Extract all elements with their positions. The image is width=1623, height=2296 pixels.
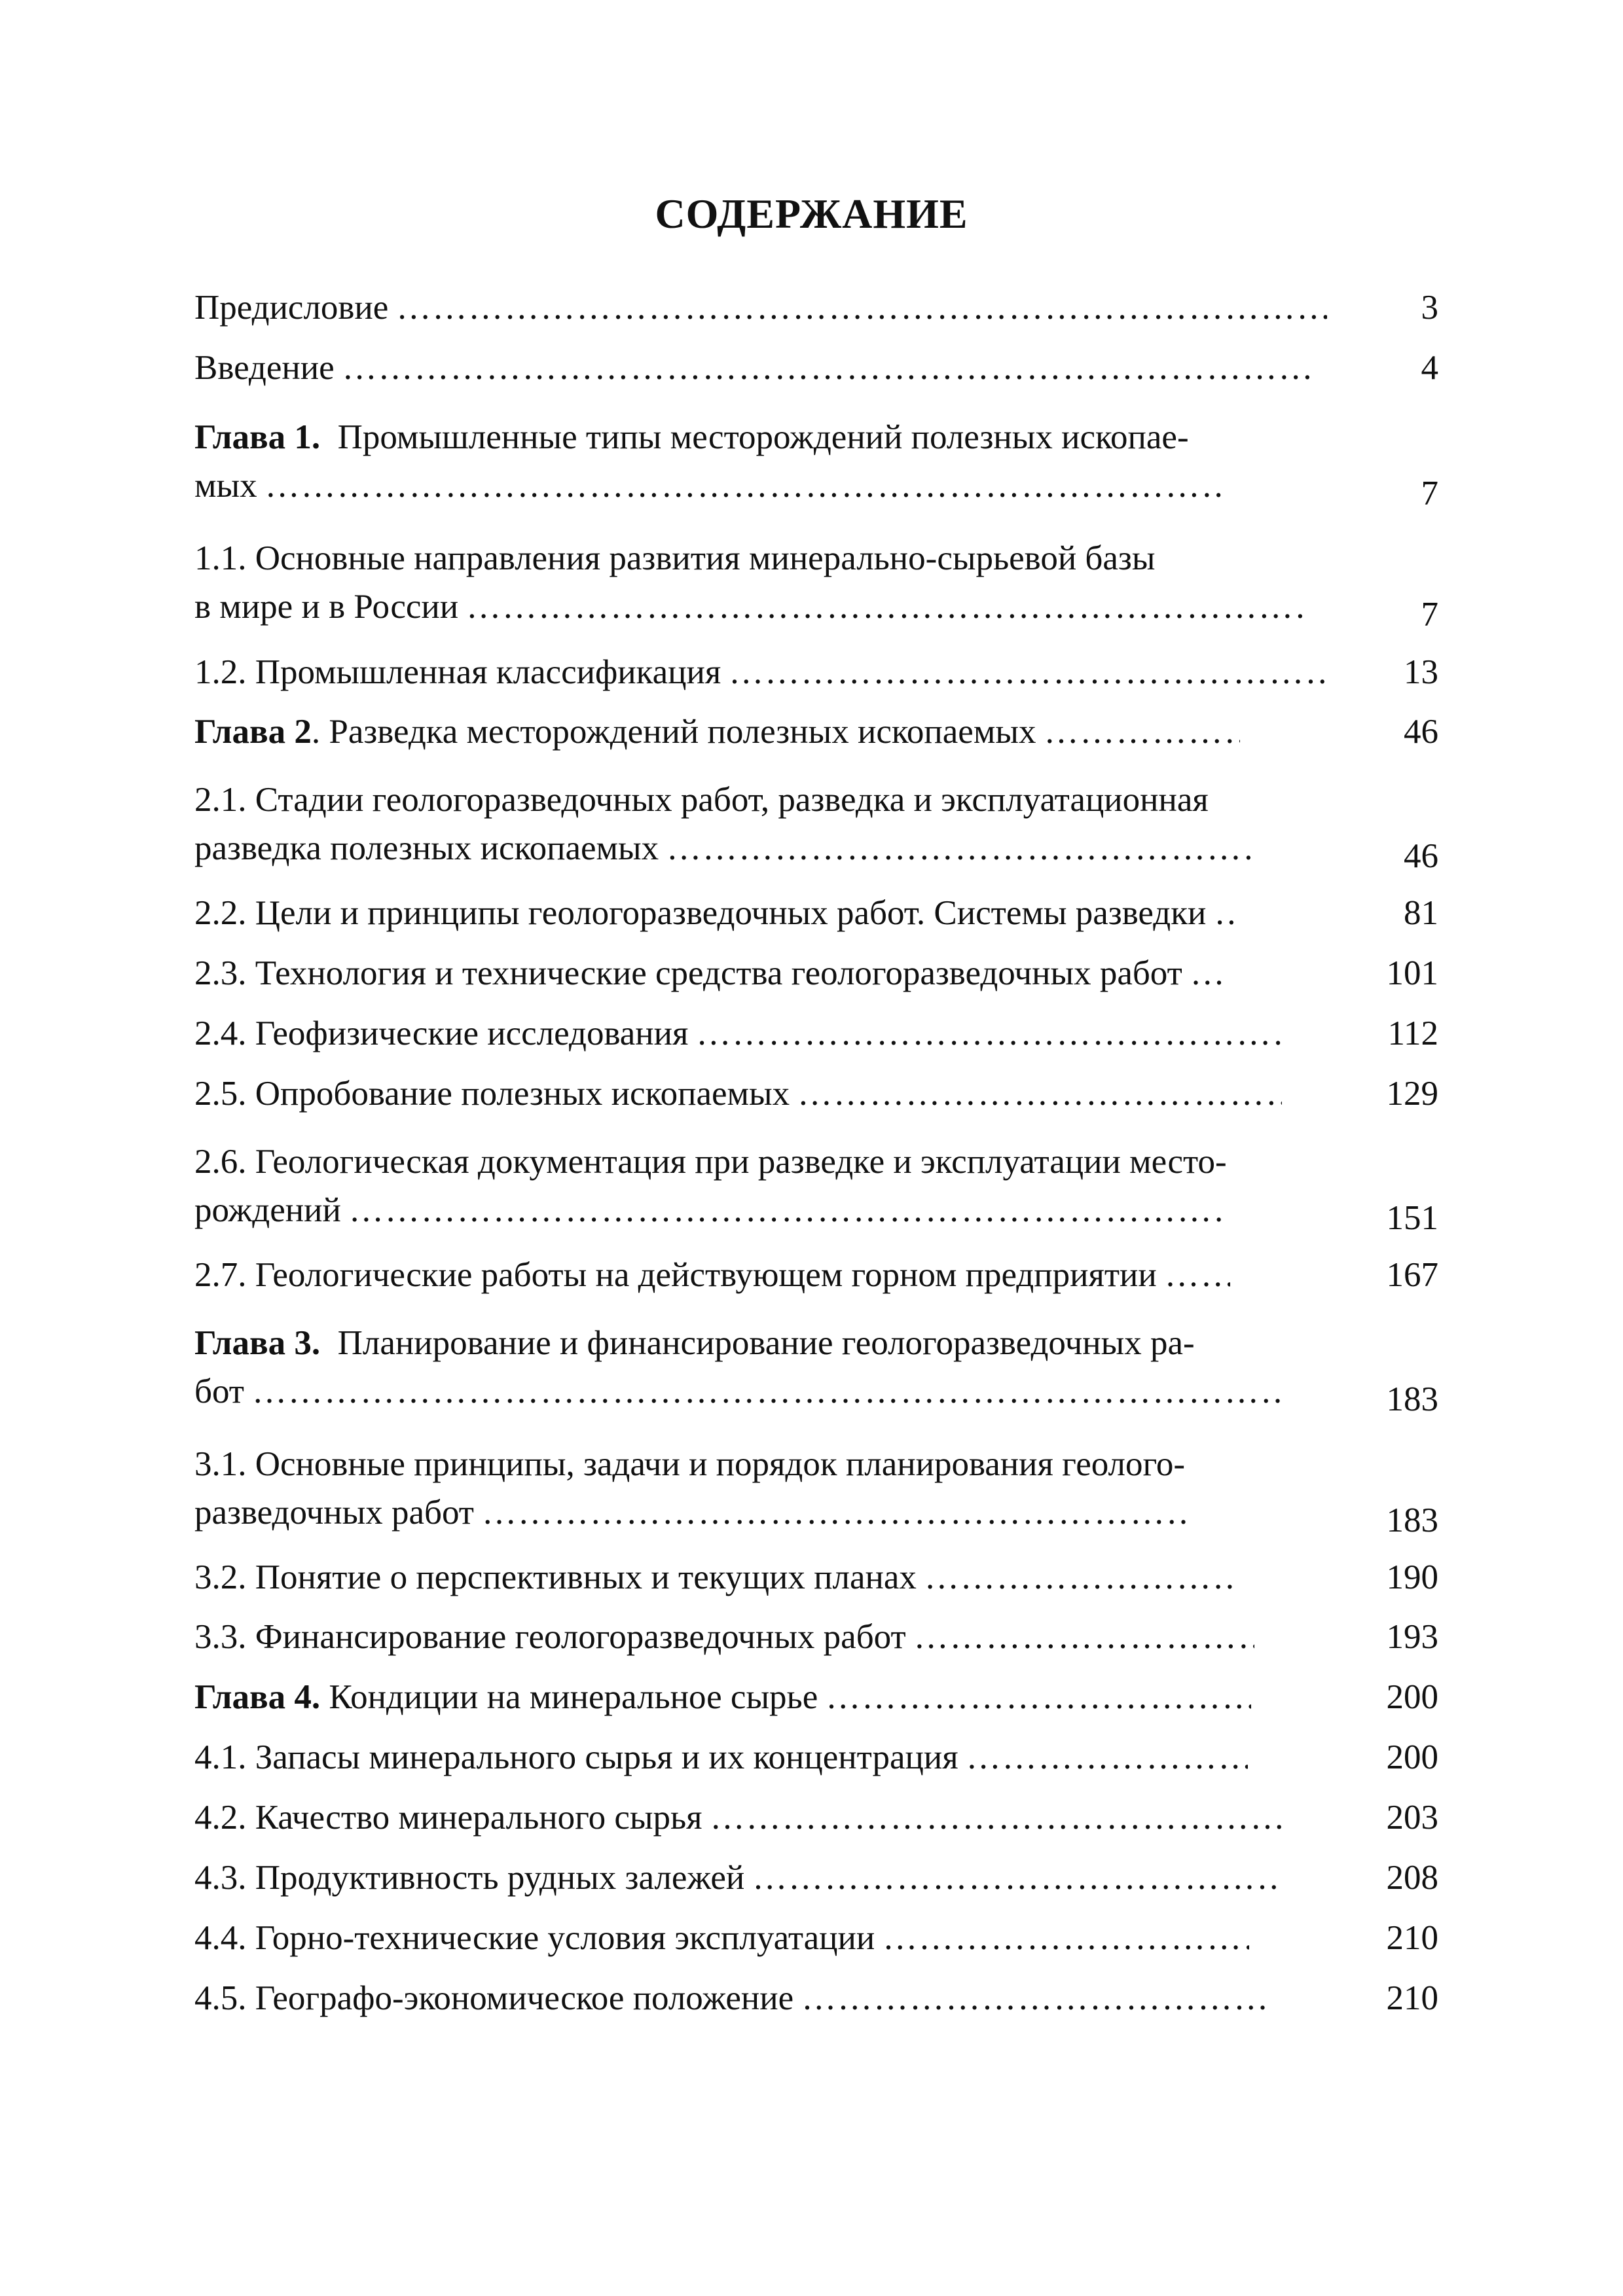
toc-page-number: 46 bbox=[1404, 837, 1438, 875]
toc-chapter-number: Глава 2 bbox=[194, 713, 312, 751]
toc-entry bbox=[194, 535, 1438, 634]
toc-page-number: 7 bbox=[1421, 596, 1438, 634]
toc-entry-text-line1: 2.6. Геологическая документация при разведке и эксплуатации место- bbox=[194, 1143, 1227, 1181]
toc-entry bbox=[194, 1614, 1438, 1660]
toc-entry bbox=[194, 414, 1438, 512]
toc-entry-text: 2.7. Геологические работы на действующем горном предприятии bbox=[194, 1256, 1157, 1294]
toc-page-number: 13 bbox=[1404, 653, 1438, 691]
toc-leader bbox=[710, 1795, 1286, 1840]
toc-entry bbox=[194, 1071, 1438, 1117]
toc-page-number: 81 bbox=[1404, 894, 1438, 932]
toc-page-number: 7 bbox=[1421, 475, 1438, 512]
toc-leader bbox=[752, 1855, 1283, 1901]
toc-entry bbox=[194, 1674, 1438, 1720]
toc-page-number: 200 bbox=[1386, 1678, 1438, 1716]
toc-entry bbox=[194, 950, 1438, 996]
toc-entry bbox=[194, 649, 1438, 695]
toc-page-number: 4 bbox=[1421, 349, 1438, 387]
toc-entry-text-line1: Промышленные типы месторождений полезных ископае- bbox=[337, 418, 1189, 456]
toc-page-number: 183 bbox=[1386, 1501, 1438, 1539]
toc-entry-text: разведка полезных ископаемых bbox=[194, 829, 659, 867]
toc-leader bbox=[1214, 890, 1240, 936]
toc-entry-text: Введение bbox=[194, 349, 335, 387]
toc-page-number: 3 bbox=[1421, 289, 1438, 327]
toc-entry-text: 4.3. Продуктивность рудных залежей bbox=[194, 1859, 745, 1897]
toc-page-number: 193 bbox=[1386, 1618, 1438, 1656]
toc-leader bbox=[1044, 709, 1240, 755]
toc-page-number: 210 bbox=[1386, 1979, 1438, 2017]
toc-entry-text: 1.2. Промышленная классификация bbox=[194, 653, 721, 691]
toc-leader bbox=[914, 1614, 1254, 1660]
toc-entry-text: мых bbox=[194, 467, 257, 505]
toc-entry-text: в мире и в России bbox=[194, 588, 459, 626]
toc-entry-text-line1: 3.1. Основные принципы, задачи и порядок планирования геолого- bbox=[194, 1445, 1186, 1483]
toc-entry-text: Кондиции на минеральное сырье bbox=[329, 1678, 818, 1716]
toc-entry-text-line1: Планирование и финансирование геологоразведочных ра- bbox=[337, 1324, 1195, 1362]
toc-leader bbox=[729, 649, 1324, 695]
toc-leader bbox=[252, 1369, 1280, 1414]
toc-entry bbox=[194, 709, 1438, 755]
toc-entry bbox=[194, 1139, 1438, 1237]
toc-page-number: 183 bbox=[1386, 1380, 1438, 1418]
toc-entry bbox=[194, 1554, 1438, 1600]
toc-entry-text: 4.5. Географо-экономическое положение bbox=[194, 1979, 794, 2017]
toc-page-number: 203 bbox=[1386, 1799, 1438, 1837]
toc-entry-text: 3.2. Понятие о перспективных и текущих планах bbox=[194, 1558, 917, 1596]
toc-entry-text: 4.1. Запасы минерального сырья и их концентрация bbox=[194, 1738, 958, 1776]
toc-entry bbox=[194, 345, 1438, 391]
toc-entry-text: разведочных работ bbox=[194, 1494, 474, 1532]
toc-entry bbox=[194, 1320, 1438, 1418]
toc-page-number: 200 bbox=[1386, 1738, 1438, 1776]
toc-page-number: 167 bbox=[1386, 1256, 1438, 1294]
toc-leader bbox=[883, 1915, 1249, 1961]
toc-leader bbox=[466, 584, 1304, 630]
toc-page-number: 190 bbox=[1386, 1558, 1438, 1596]
toc-entry-text: 2.5. Опробование полезных ископаемых bbox=[194, 1075, 790, 1113]
toc-entry bbox=[194, 1915, 1438, 1961]
toc-leader bbox=[1190, 950, 1226, 996]
toc-leader bbox=[349, 1187, 1226, 1233]
toc-entry-text: Предисловие bbox=[194, 289, 389, 327]
toc-leader bbox=[801, 1975, 1273, 2021]
toc-entry bbox=[194, 285, 1438, 331]
toc-entry-text: 3.3. Финансирование геологоразведочных работ bbox=[194, 1618, 906, 1656]
toc-entry-text: 4.2. Качество минерального сырья bbox=[194, 1799, 702, 1837]
toc-leader bbox=[1165, 1252, 1230, 1298]
toc-entry-text: рождений bbox=[194, 1191, 341, 1229]
toc-entry bbox=[194, 1441, 1438, 1539]
toc-leader bbox=[265, 463, 1221, 509]
toc-entry-text: 4.4. Горно-технические условия эксплуатации bbox=[194, 1919, 875, 1957]
toc-entry bbox=[194, 1011, 1438, 1056]
toc-entry bbox=[194, 1734, 1438, 1780]
page-title: СОДЕРЖАНИЕ bbox=[655, 190, 968, 237]
toc-leader bbox=[482, 1490, 1189, 1535]
toc-page-number: 210 bbox=[1386, 1919, 1438, 1957]
toc-entry bbox=[194, 1855, 1438, 1901]
toc-chapter-number: Глава 4. bbox=[194, 1678, 321, 1716]
toc-leader bbox=[342, 345, 1318, 391]
toc-leader bbox=[666, 825, 1256, 871]
toc-entry-text: 2.2. Цели и принципы геологоразведочных работ. Системы разведки bbox=[194, 894, 1207, 932]
toc-entry-text-line1: 1.1. Основные направления развития минерально-сырьевой базы bbox=[194, 539, 1156, 577]
toc-page-number: 208 bbox=[1386, 1859, 1438, 1897]
toc-chapter-number: Глава 1. bbox=[194, 418, 321, 456]
toc-page-number: 101 bbox=[1386, 954, 1438, 992]
toc-page-number: 151 bbox=[1386, 1199, 1438, 1237]
toc-leader bbox=[924, 1554, 1239, 1600]
toc-entry-text: бот bbox=[194, 1372, 244, 1410]
toc-leader bbox=[696, 1011, 1285, 1056]
toc-entry-text: 2.4. Геофизические исследования bbox=[194, 1014, 689, 1052]
toc-entry-text: 2.3. Технология и технические средства геологоразведочных работ bbox=[194, 954, 1182, 992]
toc-page-number: 129 bbox=[1386, 1075, 1438, 1113]
toc-entry-text: . Разведка месторождений полезных ископаемых bbox=[311, 713, 1036, 751]
toc-leader bbox=[826, 1674, 1251, 1720]
toc-entry bbox=[194, 1795, 1438, 1840]
toc-chapter-number: Глава 3. bbox=[194, 1324, 321, 1362]
toc-page-number: 46 bbox=[1404, 713, 1438, 751]
toc-entry-text-line1: 2.1. Стадии геологоразведочных работ, разведка и эксплуатационная bbox=[194, 781, 1209, 819]
toc-entry bbox=[194, 1975, 1438, 2021]
toc-leader bbox=[396, 285, 1327, 331]
toc-leader bbox=[966, 1734, 1248, 1780]
toc-entry bbox=[194, 1252, 1438, 1298]
toc-entry bbox=[194, 890, 1438, 936]
toc-leader bbox=[797, 1071, 1282, 1117]
toc-entry bbox=[194, 777, 1438, 875]
toc-page-number: 112 bbox=[1387, 1014, 1438, 1052]
